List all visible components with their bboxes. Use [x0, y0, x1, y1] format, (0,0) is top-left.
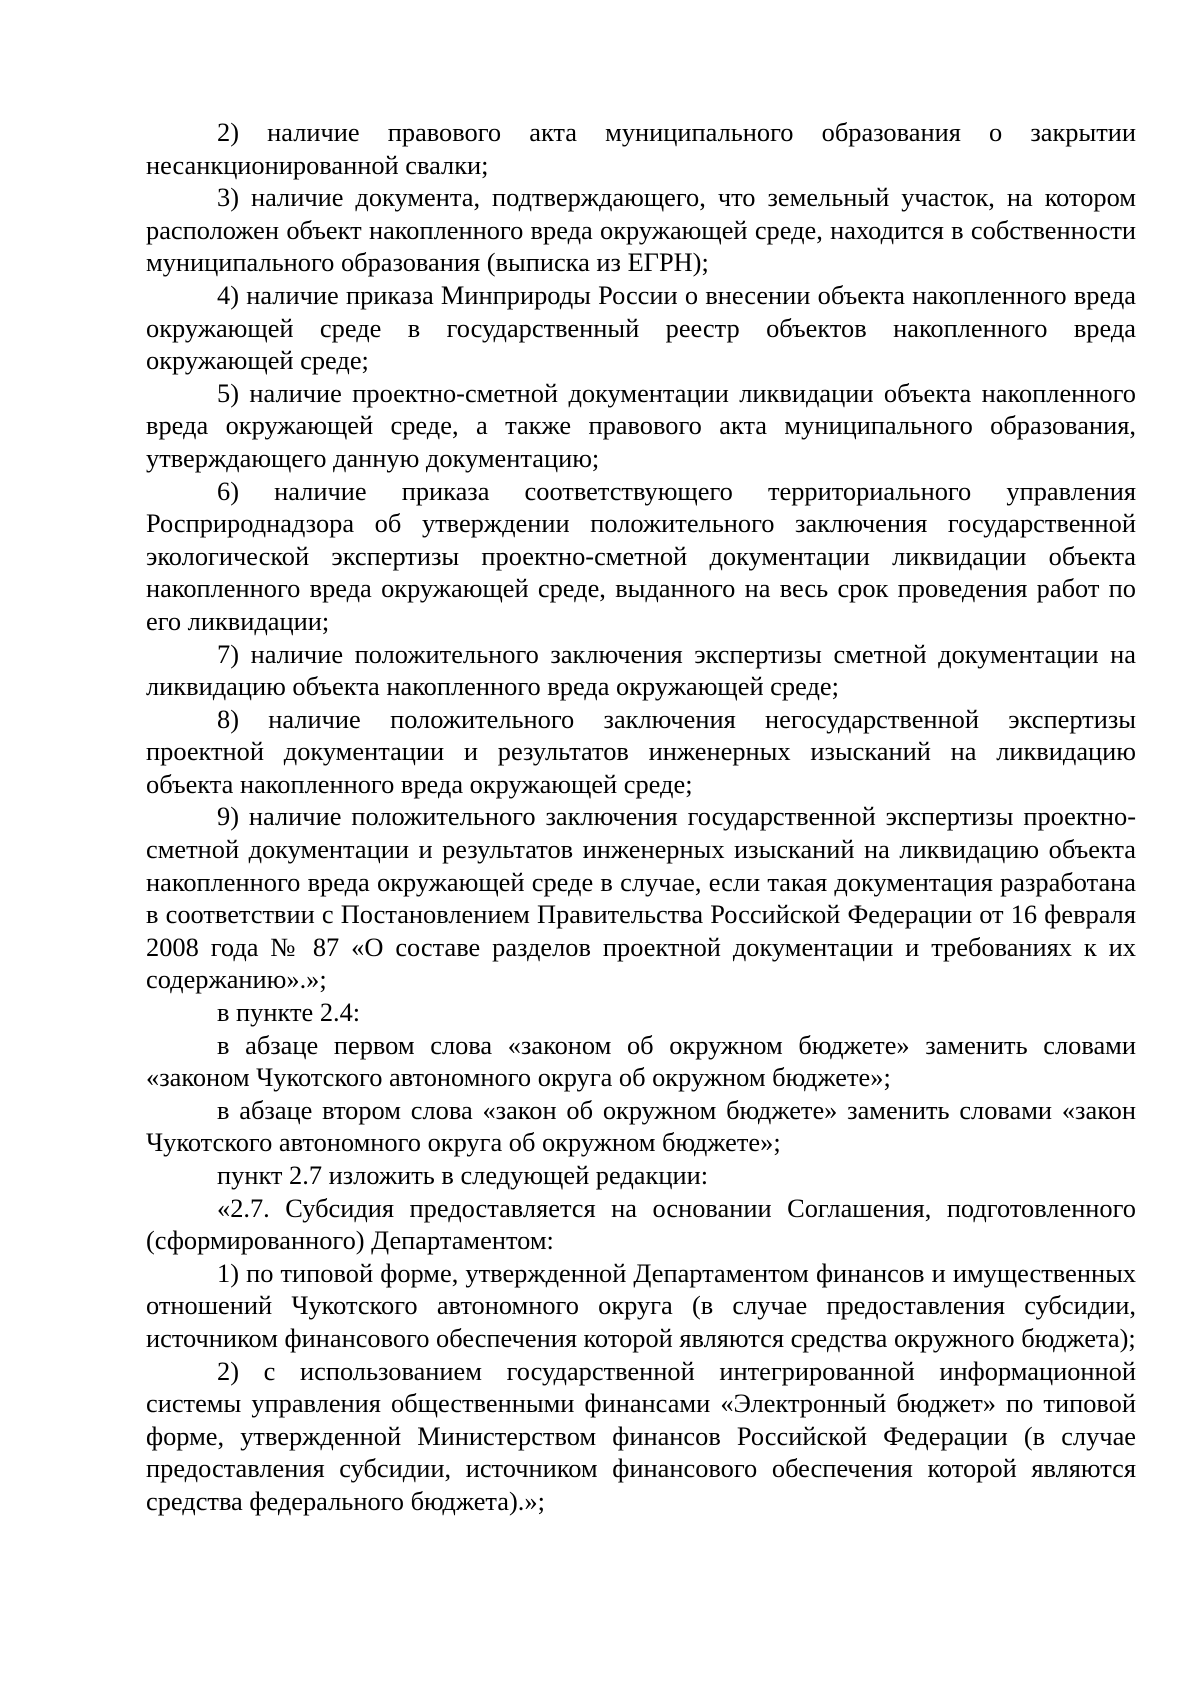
paragraph-item-8: 8) наличие положительного заключения негосударственной экспертизы проектной документации и результатов инженерных изысканий на ликвидацию объекта накопленного вреда окружающей среде;: [146, 703, 1136, 799]
paragraph-point-2-4: в пункте 2.4:: [217, 997, 361, 1028]
paragraph-item-4: 4) наличие приказа Минприроды России о внесении объекта накопленного вреда окружающей среде в государственный реестр объектов накопленного вреда окружающей среде;: [146, 279, 1136, 376]
paragraph-point-2-7: пункт 2.7 изложить в следующей редакции:: [217, 1160, 709, 1190]
paragraph-subsidy-item-2: 2) с использованием государственной интегрированной информационной системы управления общественными финансами «Электронный бюджет» по типовой форме, утвержденной Министерством финансов Российской Федерации (в случае предоставления субсидии, источником финансового обеспечения которой являются средства федерального бюджета).»;: [146, 1355, 1136, 1516]
paragraph-item-2: 2) наличие правового акта муниципального образования о закрытии несанкционированной свалки;: [146, 117, 1136, 180]
paragraph-item-6: 6) наличие приказа соответствующего территориального управления Росприроднадзора об утверждении положительного заключения государственной экологической экспертизы проектно-сметной документации ликвидации объекта накопленного вреда окружающей среде, выданного на весь срок проведения работ по его ликвидации;: [146, 475, 1136, 636]
paragraph-item-5: 5) наличие проектно-сметной документации ликвидации объекта накопленного вреда окружающей среде, а также правового акта муниципального образования, утверждающего данную документацию;: [146, 377, 1136, 473]
document-body: [146, 116, 1136, 1518]
paragraph-item-7: 7) наличие положительного заключения экспертизы сметной документации на ликвидацию объекта накопленного вреда окружающей среде;: [146, 638, 1136, 702]
paragraph-abzac-second: в абзаце втором слова «закон об окружном бюджете» заменить словами «закон Чукотского автономного округа об окружном бюджете»;: [146, 1094, 1136, 1158]
paragraph-abzac-first: в абзаце первом слова «законом об окружном бюджете» заменить словами «законом Чукотского автономного округа об окружном бюджете»;: [146, 1029, 1136, 1093]
paragraph-subsidy-item-1: 1) по типовой форме, утвержденной Департаментом финансов и имущественных отношений Чукотского автономного округа (в случае предоставления субсидии, источником финансового обеспечения которой являются средства окружного бюджета);: [146, 1257, 1136, 1353]
paragraph-item-3: 3) наличие документа, подтверждающего, что земельный участок, на котором расположен объект накопленного вреда окружающей среде, находится в собственности муниципального образования (выписка из ЕГРН);: [146, 182, 1136, 278]
paragraph-item-9: 9) наличие положительного заключения государственной экспертизы проектно-сметной документации и результатов инженерных изысканий на ликвидацию объекта накопленного вреда окружающей среде в случае, если такая документация разработана в соответствии с Постановлением Правительства Российской Федерации от 16 февраля 2008 года № 87 «О составе разделов проектной документации и требованиях к их содержанию».»;: [146, 801, 1136, 995]
paragraph-subsidy-2-7: «2.7. Субсидия предоставляется на основании Соглашения, подготовленного (сформированного) Департаментом:: [146, 1192, 1136, 1256]
